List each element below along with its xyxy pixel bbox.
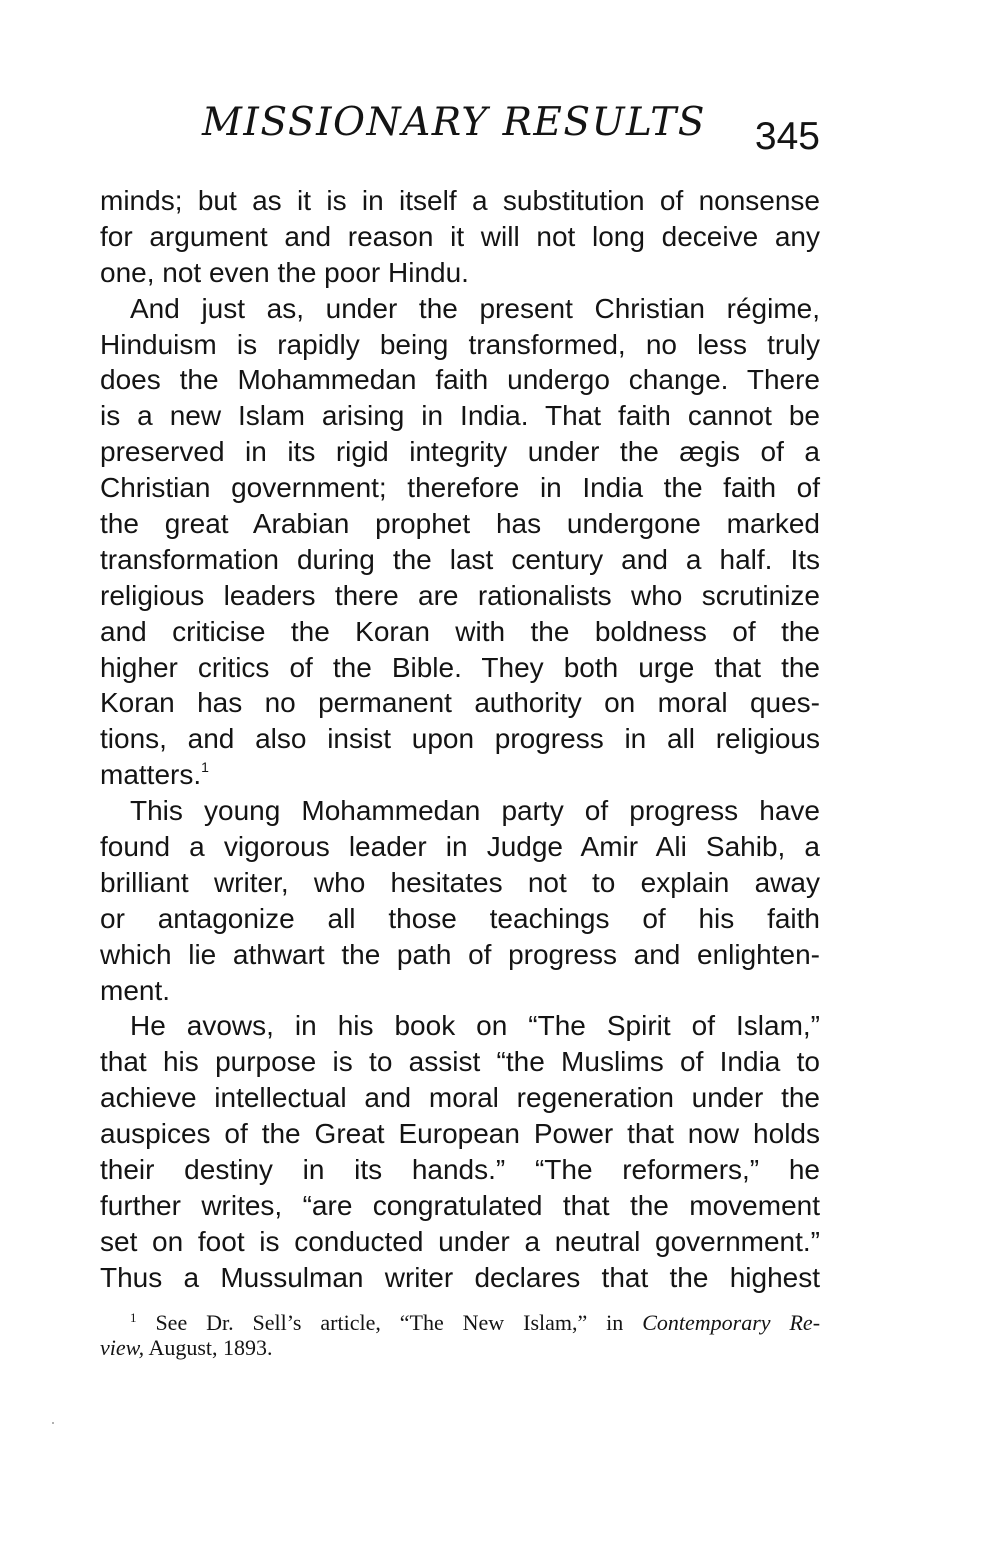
text-line: or antagonize all those teachings of his faith — [100, 902, 820, 934]
text-line: preserved in its rigid integrity under the ægis of a — [100, 436, 820, 468]
text-line: for argument and reason it will not long deceive any — [100, 220, 820, 252]
text-line: auspices of the Great European Power that now holds — [100, 1118, 820, 1150]
line-text: matters. — [100, 759, 202, 791]
text-line: ment. — [100, 974, 171, 1006]
text-line: the great Arabian prophet has undergone marked — [100, 508, 820, 540]
text-line: minds; but as it is in itself a substitution of nonsense — [100, 185, 820, 216]
footnote-journal-title: Contemporary Re- — [642, 1310, 821, 1335]
footnote-date: August, 1893. — [148, 1335, 273, 1360]
running-head: MISSIONARY RESULTS — [202, 100, 706, 145]
text-line: religious leaders there are rationalists who scrutinize — [100, 579, 820, 611]
text-line: brilliant writer, who hesitates not to explain away — [100, 866, 820, 898]
text-line: And just as, under the present Christian régime, — [130, 292, 820, 324]
text-line: is a new Islam arising in India. That faith cannot be — [100, 400, 820, 432]
footnote-text: See Dr. Sell’s article, “The New Islam,” in — [155, 1310, 624, 1335]
text-line: found a vigorous leader in Judge Amir Ali Sahib, a — [100, 831, 820, 863]
text-line: does the Mohammedan faith undergo change. There — [100, 364, 820, 396]
footnote-reference: 1 — [201, 759, 209, 776]
footnote-line — [100, 1310, 820, 1335]
scan-speck — [52, 1422, 54, 1424]
text-line: transformation during the last century and a half. Its — [100, 543, 820, 575]
text-line: This young Mohammedan party of progress have — [130, 795, 820, 827]
footnote-line — [100, 1335, 820, 1360]
paragraph-3 — [100, 793, 820, 1008]
paragraph-2 — [100, 291, 820, 793]
page-number: 345 — [754, 115, 820, 158]
text-line: achieve intellectual and moral regeneration under the — [100, 1082, 820, 1114]
text-line: that his purpose is to assist “the Muslims of India to — [100, 1046, 820, 1078]
paragraph-1 — [100, 183, 820, 291]
text-line: Thus a Mussulman writer declares that the highest — [100, 1261, 820, 1293]
body-text — [100, 183, 820, 1296]
text-line — [100, 757, 820, 793]
text-line: Hinduism is rapidly being transformed, no less truly — [100, 328, 820, 360]
text-line: set on foot is conducted under a neutral government.” — [100, 1225, 820, 1257]
text-line: their destiny in its hands.” “The reformers,” he — [100, 1154, 820, 1186]
text-line: which lie athwart the path of progress and enlighten- — [100, 938, 820, 970]
footnote-marker: 1 — [130, 1310, 137, 1325]
page-header — [100, 98, 820, 168]
text-line: and criticise the Koran with the boldness of the — [100, 615, 820, 647]
footnotes — [100, 1310, 820, 1360]
footnote-journal-title-end: view, — [100, 1335, 145, 1360]
text-line: higher critics of the Bible. They both urge that the — [100, 651, 820, 683]
text-line: tions, and also insist upon progress in all religious — [100, 723, 820, 755]
paragraph-4 — [100, 1008, 820, 1295]
text-line: further writes, “are congratulated that the movement — [100, 1189, 820, 1221]
text-line: Koran has no permanent authority on moral ques- — [100, 687, 820, 719]
text-line: one, not even the poor Hindu. — [100, 256, 469, 288]
text-line: He avows, in his book on “The Spirit of Islam,” — [130, 1010, 820, 1042]
text-line: Christian government; therefore in India the faith of — [100, 472, 820, 504]
